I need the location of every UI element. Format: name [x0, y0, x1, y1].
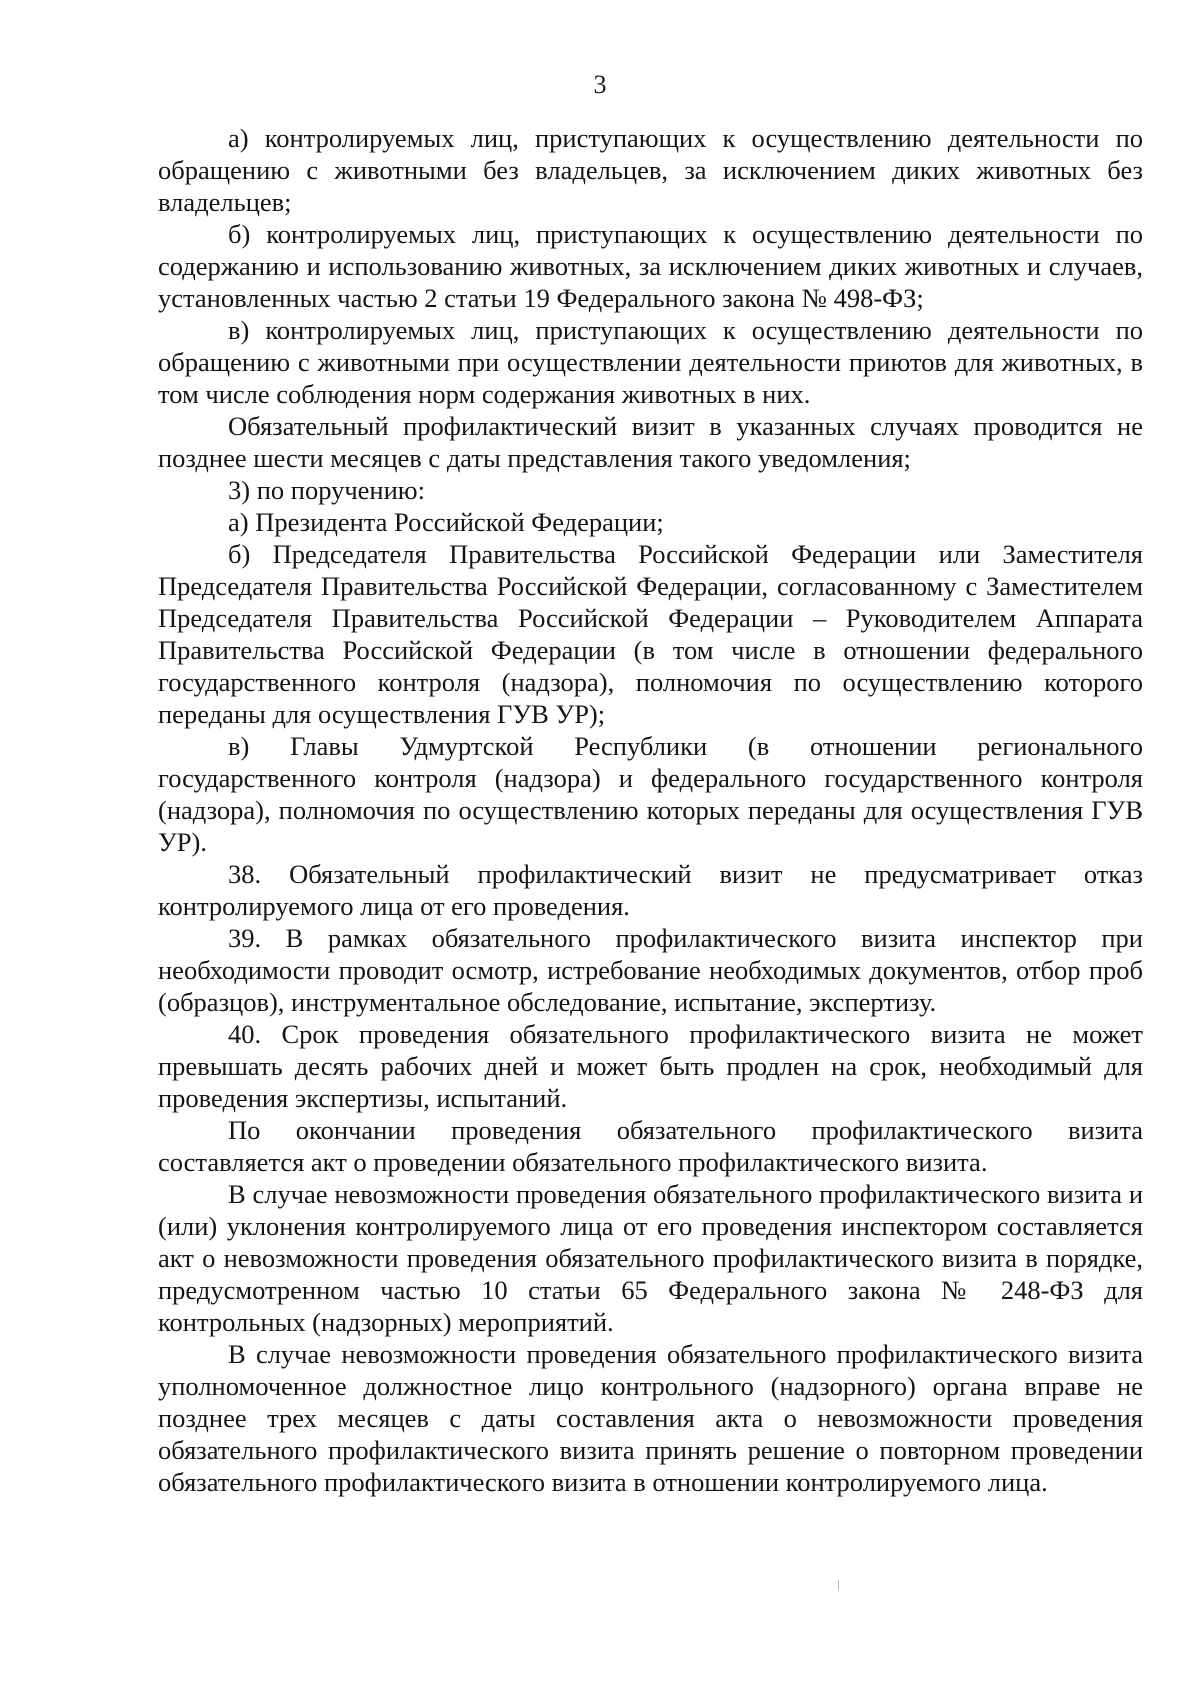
paragraph-3b: б) Председателя Правительства Российской Федерации или Заместителя Председателя Правительства Российской Федерации, согласованному с Заместителем Председателя Правительства Российской Федерации – Руководителем Аппарата Правительства Российской Федерации (в том числе в отношении федерального государственного контроля (надзора), полномочия по осуществлению которого переданы для осуществления ГУВ УР); — [158, 539, 1143, 729]
paragraph-visit-deadline: Обязательный профилактический визит в указанных случаях проводится не позднее шести месяцев с даты представления такого уведомления; — [158, 411, 1143, 473]
paragraph-40: 40. Срок проведения обязательного профилактического визита не может превышать десять рабочих дней и может быть продлен на срок, необходимый для проведения экспертизы, испытаний. — [158, 1019, 1143, 1113]
paragraph-impossibility-act: В случае невозможности проведения обязательного профилактического визита и (или) уклонения контролируемого лица от его проведения инспектором составляется акт о невозможности проведения обязательного профилактического визита в порядке, предусмотренном частью 10 статьи 65 Федерального закона № 248-ФЗ для контрольных (надзорных) мероприятий. — [158, 1179, 1143, 1337]
paragraph-2a: а) контролируемых лиц, приступающих к осуществлению деятельности по обращению с животными без владельцев, за исключением диких животных без владельцев; — [158, 123, 1143, 217]
page-number: 3 — [593, 70, 607, 99]
paragraph-repeat-visit: В случае невозможности проведения обязательного профилактического визита уполномоченное должностное лицо контрольного (надзорного) органа вправе не позднее трех месяцев с даты составления акта о невозможности проведения обязательного профилактического визита принять решение о повторном проведении обязательного профилактического визита в отношении контролируемого лица. — [158, 1339, 1143, 1497]
paragraph-2v: в) контролируемых лиц, приступающих к осуществлению деятельности по обращению с животными при осуществлении деятельности приютов для животных, в том числе соблюдения норм содержания животных в них. — [158, 315, 1143, 409]
paragraph-2b: б) контролируемых лиц, приступающих к осуществлению деятельности по содержанию и использованию животных, за исключением диких животных и случаев, установленных частью 2 статьи 19 Федерального закона № 498-ФЗ; — [158, 219, 1143, 313]
paragraph-38: 38. Обязательный профилактический визит не предусматривает отказ контролируемого лица от его проведения. — [158, 859, 1143, 921]
scan-artifact-mark — [838, 1580, 839, 1590]
paragraph-39: 39. В рамках обязательного профилактического визита инспектор при необходимости проводит осмотр, истребование необходимых документов, отбор проб (образцов), инструментальное обследование, испытание, экспертизу. — [158, 923, 1143, 1017]
paragraph-act-drawn-up: По окончании проведения обязательного профилактического визита составляется акт о проведении обязательного профилактического визита. — [158, 1115, 1143, 1177]
paragraph-3a: а) Президента Российской Федерации; — [228, 507, 664, 537]
paragraph-3v: в) Главы Удмуртской Республики (в отношении регионального государственного контроля (надзора) и федерального государственного контроля (надзора), полномочия по осуществлению которых переданы для осуществления ГУВ УР). — [158, 731, 1143, 857]
document-body — [158, 122, 1143, 1498]
paragraph-3-heading: 3) по поручению: — [228, 475, 425, 505]
